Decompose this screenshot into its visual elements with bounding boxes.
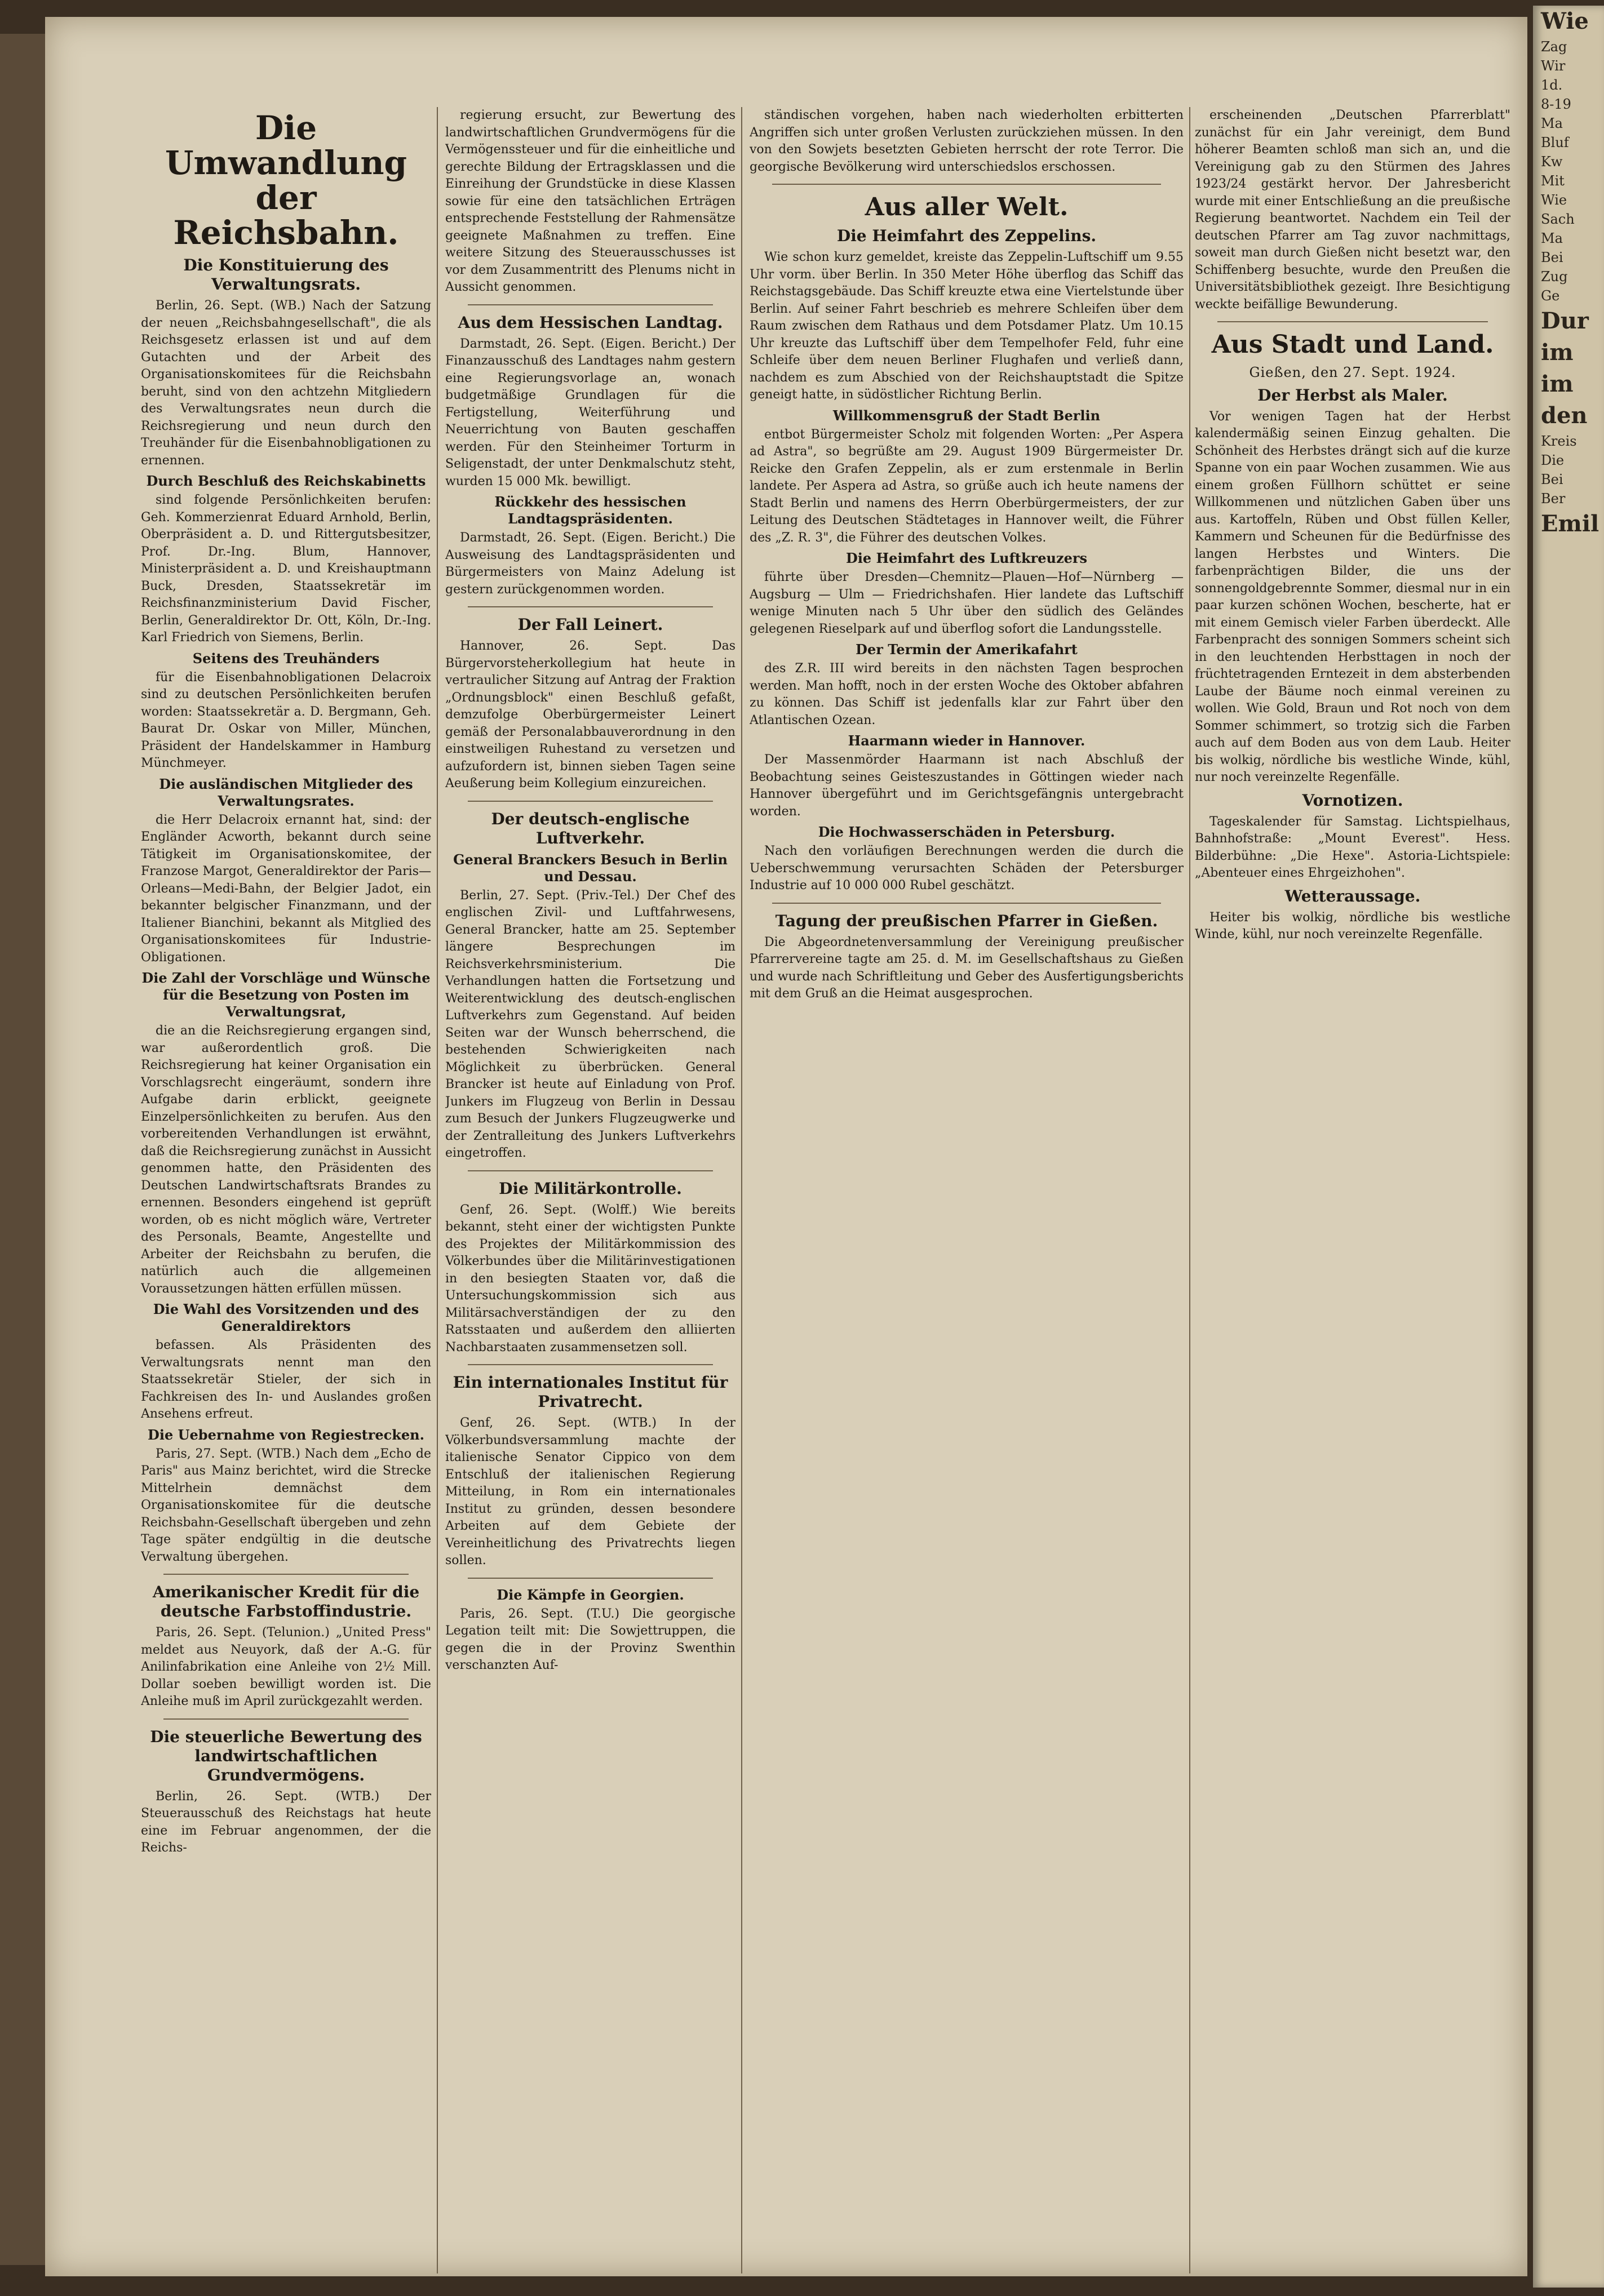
column-2 [445,107,735,2273]
column-1 [141,107,431,2273]
subhead: Willkommensgruß der Stadt Berlin [832,407,1101,424]
fragment: Bluf [1541,135,1569,150]
subhead: Seitens des Treuhänders [192,650,380,667]
headline-aus-stadt-und-land: Aus Stadt und Land. [1211,330,1494,359]
divider [468,1578,713,1579]
headline: Tagung der preußischen Pfarrer in Gießen. [775,911,1158,930]
article-text: Hannover, 26. Sept. Das Bürgervorsteherkollegium hat heute in vertraulicher Sitzung auf Antrag der Fraktion „Ordnungsblock" einen Beschluß gefaßt, demzufolge Oberbürgermeister Leinert gemäß der Personalabbauverordnung in den einstweiligen Ruhestand zu versetzen und aufzufordern ist, binnen sieben Tagen seine Aeußerung beim Kollegium einzureichen. [445,639,735,791]
article-text: Genf, 26. Sept. (WTB.) In der Völkerbundsversammlung machte der italienische Senator Cippico von dem Entschluß der italienischen Regierung Mitteilung, in Rom ein internationales Institut zu gründen, dessen besondere Arbeiten auf dem Gebiete der Vereinheitlichung des Privatrechts liegen sollen. [445,1416,735,1567]
fragment: 8-19 [1541,96,1571,112]
divider [468,606,713,607]
fragment: Ma [1541,230,1563,246]
column-4 [1195,107,1510,2273]
article-text: für die Eisenbahnobligationen Delacroix sind zu deutschen Persönlichkeiten berufen worden: Staatssekretär a. D. Bergmann, Geh. Baurat Dr. Oskar von Miller, München, Präsident der Handelskammer in Hamburg Münchmeyer. [141,670,431,770]
headline: Der Fall Leinert. [517,615,663,634]
fragment: Kreis [1541,433,1577,449]
fragment: 1d. [1541,77,1563,93]
fragment: Bei [1541,472,1563,487]
article-text: erscheinenden „Deutschen Pfarrerblatt" zunächst für ein Jahr vereinigt, dem Bund höherer Beamten schloß man sich an, und die Vereinigung gab zu den Stürmen des Jahres 1923/24 gestärkt hervor. Der Jahresbericht wurde mit einer Entschließung an die preußische Regierung beantwortet. Nachdem ein Teil der deutschen Pfarrer am Tag zuvor nachmittags, soweit man durch Gießen nicht besetzt war, den Schiffenberg besuchte, wurde den Preußen die Universitätsbibliothek gezeigt. Ihre Besichtigung weckte beifällige Bewunderung. [1195,108,1510,312]
column-3 [750,107,1184,2273]
fragment: Die [1541,452,1565,468]
headline: Der deutsch-englische Luftverkehr. [491,809,690,847]
fragment: Ma [1541,116,1563,131]
adjacent-page-right [1533,6,1604,2288]
fragment: Ber [1541,491,1566,507]
article-text: regierung ersucht, zur Bewertung des landwirtschaftlichen Grundvermögens für die Vermögenssteuer und für die einheitliche und gerechte Bildung der Ertragsklassen und die Einreihung der Grundstücke in diese Klassen sowie für eine den tatsächlichen Erträgen entsprechende Feststellung der Rahmensätze geeignete Maßnahmen zu treffen. Eine weitere Sitzung des Steuerausschusses ist vor dem Zusammentritt des Plenums nicht in Aussicht genommen. [445,108,735,294]
headline: Amerikanischer Kredit für die deutsche Farbstoffindustrie. [152,1583,420,1620]
article-text: Darmstadt, 26. Sept. (Eigen. Bericht.) Der Finanzausschuß des Landtages nahm gestern eine Regierungsvorlage an, wonach budgetmäßige Grundlagen für die Fertigstellung, Weiterführung und Neuerrichtung von Bauten geschaffen werden. Für den Steinheimer Torturm in Seligenstadt, der unter Denkmalschutz steht, wurden 15 000 Mk. bewilligt. [445,336,735,488]
article-text: Paris, 26. Sept. (T.U.) Die georgische Legation teilt mit: Die Sowjettruppen, die gegen die in der Provinz Swenthin verschanzten Auf- [445,1606,735,1672]
fragment: Zug [1541,269,1568,285]
article-text: Tageskalender für Samstag. Lichtspielhaus, Bahnhofstraße: „Mount Everest". Hess. Bilderbühne: „Die Hexe". Astoria-Lichtspiele: „Abenteuer eines Ehrgeizhohen". [1195,814,1510,880]
fragment: Kw [1541,154,1563,170]
adjacent-page-left [0,34,45,2265]
headline: Die Militärkontrolle. [499,1179,682,1198]
fragment: im [1541,339,1574,366]
divider [468,1170,713,1171]
fragment: Zag [1541,39,1567,55]
headline-aus-aller-welt: Aus aller Welt. [865,193,1069,221]
fragment: den [1541,402,1588,429]
article-text: ständischen vorgehen, haben nach wiederholten erbitterten Angriffen sich unter großen Verlusten zurückziehen müssen. In den von den Sowjets besetzten Gebieten herrscht der rote Terror. Die georgische Bevölkerung wird unterschiedslos erschossen. [750,108,1184,174]
fragment: Wir [1541,58,1566,74]
fragment: Bei [1541,250,1563,265]
divider [163,1718,409,1720]
subhead: Die Zahl der Vorschläge und Wünsche für die Besetzung von Posten im Verwaltungsrat, [141,970,431,1020]
headline: Aus dem Hessischen Landtag. [458,313,723,332]
column-rule [437,107,438,2273]
subhead: Rückkehr des hessischen Landtagspräsidenten. [494,494,686,527]
headline: Die Kämpfe in Georgien. [497,1586,684,1603]
column-rule [741,107,742,2273]
article-text: Genf, 26. Sept. (Wolff.) Wie bereits bekannt, steht einer der wichtigsten Punkte des Projektes der Militärkommission des Völkerbundes über die Militärinvestigationen in den besiegten Staaten vor, daß die Untersuchungskommission sich aus Militärsachverständigen der zu den Ratsstaaten und außerdem den alliierten Nachbarstaaten zusammensetzen soll. [445,1202,735,1354]
article-text: die Herr Delacroix ernannt hat, sind: der Engländer Acworth, bekannt durch seine Tätigkeit im Organisationskomitee, der Franzose Margot, Generaldirektor der Paris—Orleans—Medi-Bahn, der Belgier Jadot, ein bekannter belgischer Finanzmann, und der Italiener Bianchini, bekannt als Mitglied des Organisationskomitees für Industrie-Obligationen. [141,812,431,965]
subhead: Die Wahl des Vorsitzenden und des Generaldirektors [153,1301,419,1334]
divider [163,1574,409,1575]
article-text: Paris, 26. Sept. (Telunion.) „United Press" meldet aus Neuyork, daß der A.-G. für Anilinfabrikation eine Anleihe von 2½ Mill. Dollar soeben bewilligt worden ist. Die Anleihe muß im April zurückgezahlt werden. [141,1626,431,1708]
subhead: Durch Beschluß des Reichskabinetts [146,473,426,489]
article-text: Vor wenigen Tagen hat der Herbst kalendermäßig seinen Einzug gehalten. Die Schönheit des Herbstes drängt sich auf die kurze Spanne von ein paar Wochen zusammen. Wie aus einem großen Füllhorn schüttet er seine Willkommenen und nützlichen Gaben über uns aus. Kartoffeln, Rüben und Obst füllen Keller, Kammern und Scheunen für die Bedürfnisse des langen Herbstes und Winters. Die farbenprächtigen Bilder, die uns der sonnengoldgebrennte Sommer, diesmal nur in ein paar kurzen schönen Wochen, bescherte, hat er mit einem Gemisch vieler Farben überdeckt. Alle Farbenpracht des sonnigen Sommers scheint sich in den leuchtenden Herbsttagen in noch der früchtetragenden Erntezeit in dem absterbenden Laube der Bäume noch einmal vereinen zu wollen. Wie Gold, Braun und Rot noch von dem Sommer schimmert, so trotzig sich die Farben auch auf dem Boden aus von dem Laub. Heiter bis wolkig, nördliche bis westliche Winde, kühl, nur noch vereinzelte Regenfälle. [1195,409,1510,784]
subhead: Die ausländischen Mitglieder des Verwaltungsrates. [159,775,413,809]
subhead: Der Termin der Amerikafahrt [856,641,1078,658]
headline: Ein internationales Institut für Privatrecht. [453,1373,728,1411]
article-text: Heiter bis wolkig, nördliche bis westliche Winde, kühl, nur noch vereinzelte Regenfälle. [1195,910,1510,942]
subhead: Haarmann wieder in Hannover. [848,732,1085,749]
article-text: befassen. Als Präsidenten des Verwaltungsrats nennt man den Staatssekretär Stieler, der sich in Fachkreisen des In- und Auslandes großen Ansehens erfreut. [141,1338,431,1421]
article-text: Die Abgeordnetenversammlung der Vereinigung preußischer Pfarrervereine tagte am 25. d. M. im Gesellschaftshaus zu Gießen und wurde nach Schriftleitung und Geber des Ausfertigungsberichts mit dem Gruß an die Heimat ausgesprochen. [750,935,1184,1001]
dateline: Gießen, den 27. Sept. 1924. [1249,365,1456,380]
divider [468,801,713,802]
headline: Die Heimfahrt des Zeppelins. [836,227,1097,245]
subhead: Wetteraussage. [1284,886,1421,905]
headline-reichsbahn: Die Umwandlung der Reichsbahn. [165,109,407,252]
subhead: Die Konstituierung des Verwaltungsrats. [183,256,389,294]
fragment: Sach [1541,211,1575,227]
subhead: Die Heimfahrt des Luftkreuzers [845,550,1088,566]
subhead: General Branckers Besuch in Berlin und Dessau. [453,851,728,885]
fragment: im [1541,371,1574,397]
divider [772,184,1161,185]
fragment: Wie [1541,192,1567,208]
subhead: Vornotizen. [1302,791,1403,810]
article-text: entbot Bürgermeister Scholz mit folgenden Worten: „Per Aspera ad Astra", so begrüßte am 29. August 1909 Bürgermeister Dr. Reicke den Grafen Zeppelin, als er zum erstenmale in Berlin landete. Per Aspera ad Astra, so grüße auch ich heute namens der Stadt Berlin und namens des Herrn Oberbürgermeisters, der zur Leitung des Deutschen Städtetages in Hannover weilt, die Führer des „Z. R. 3", die Führer des deutschen Volkes. [750,427,1184,545]
article-text: sind folgende Persönlichkeiten berufen: Geh. Kommerzienrat Eduard Arnhold, Berlin, Oberpräsident a. D. und Rittergutsbesitzer, Prof. Dr.-Ing. Blum, Hannover, Ministerpräsident a. D. und Kreishauptmann Buck, Dresden, Staatssekretär im Reichsfinanzministerium David Fischer, Berlin, Generaldirektor Dr. Ott, Köln, Dr.-Ing. Karl Friedrich von Siemens, Berlin. [141,493,431,645]
divider [1217,321,1488,322]
subhead: Die Uebernahme von Regiestrecken. [148,1426,424,1443]
fragment: Wie [1541,8,1589,34]
subhead: Die Hochwasserschäden in Petersburg. [818,824,1115,840]
article-text: Der Massenmörder Haarmann ist nach Abschluß der Beobachtung seines Geisteszustandes in Göttingen wieder nach Hannover übergeführt und im Gerichtsgefängnis untergebracht worden. [750,753,1184,819]
divider [468,304,713,305]
article-text: des Z.R. III wird bereits in den nächsten Tagen besprochen werden. Man hofft, noch in der ersten Woche des Oktober abfahren zu können. Das Schiff ist jedenfalls klar zur Fahrt über den Atlantischen Ozean. [750,661,1184,727]
article-text: führte über Dresden—Chemnitz—Plauen—Hof—Nürnberg — Augsburg — Ulm — Friedrichshafen. Hier landete das Luftschiff wenige Minuten nach 5 Uhr über den südlich des Geländes gelegenen Rieselpark auf und überflog sofort die Landungsstelle. [750,570,1184,636]
fragment: Emil [1541,510,1599,537]
article-text: die an die Reichsregierung ergangen sind, war außerordentlich groß. Die Reichsregierung hat keiner Organisation ein Vorschlagsrecht eingeräumt, sondern ihre Aufgabe darin erblickt, geeignete Einzelpersönlichkeiten zu berufen. Aus den vorbereitenden Verhandlungen ist erwähnt, daß die Reichsregierung zunächst in Aussicht genommen hatte, den Präsidenten des Deutschen Landwirtschaftsrats Brandes zu ernennen. Besonders eingehend ist geprüft worden, ob es nicht möglich wäre, Vertreter des Personals, Beamte, Angestellte und Arbeiter der Reichsbahn zu berufen, die natürlich auch die allgemeinen Voraussetzungen hätten erfüllen müssen. [141,1024,431,1296]
headline: Die steuerliche Bewertung des landwirtschaftlichen Grundvermögens. [150,1727,422,1784]
fragment: Ge [1541,288,1560,304]
fragment: Dur [1541,308,1589,334]
article-text: Berlin, 27. Sept. (Priv.-Tel.) Der Chef des englischen Zivil- und Luftfahrwesens, General Brancker, hatte am 25. September längere Besprechungen im Reichsverkehrsministerium. Die Verhandlungen hatten die Fortsetzung und Weiterentwicklung des deutsch-englischen Luftverkehrs zum Gegenstand. Auf beiden Seiten war der Wunsch beherrschend, die bestehenden Schwierigkeiten nach Möglichkeit zu überbrücken. General Brancker ist heute auf Einladung von Prof. Junkers im Flugzeug von Berlin in Dessau zum Besuch der Junkers Flugzeugwerke und der Zentralleitung des Junkers Luftverkehrs eingetroffen. [445,888,735,1160]
article-text: Berlin, 26. Sept. (WTB.) Der Steuerausschuß des Reichstags hat heute eine im Februar angenommen, der die Reichs- [141,1789,431,1855]
divider [772,903,1161,904]
article-text: Wie schon kurz gemeldet, kreiste das Zeppelin-Luftschiff um 9.55 Uhr vorm. über Berlin. In 350 Meter Höhe überflog das Schiff das Reichstagsgebäude. Das Schiff kreuzte etwa eine Viertelstunde über Berlin. Auf seiner Fahrt beschrieb es mehrere Schleifen über dem Raum zwischen dem Rathaus und dem Potsdamer Platz. Um 10.15 Uhr kreuzte das Luftschiff über dem Tempelhofer Feld, fuhr eine Schleife über dem neuen Berliner Flughafen und verließ dann, nachdem es zum Abschied von der Reichshauptstadt die Spitze geneigt hatte, in südöstlicher Richtung Berlin. [750,250,1184,402]
article-text: Berlin, 26. Sept. (WB.) Nach der Satzung der neuen „Reichsbahngesellschaft", die als Reichsgesetz erlassen ist und auf dem Gutachten und der Arbeit des Organisationskomitees für die Reichsbahn beruht, sind von den achtzehn Mitgliedern des Verwaltungsrates neun durch die Reichsregierung und neun durch den Treuhänder für die Eisenbahnobligationen zu ernennen. [141,299,431,468]
article-text: Darmstadt, 26. Sept. (Eigen. Bericht.) Die Ausweisung des Landtagspräsidenten und Bürgermeisters von Mainz Adelung ist gestern zurückgenommen worden. [445,531,735,597]
fragment: Mit [1541,173,1565,189]
subhead: Der Herbst als Maler. [1257,385,1448,405]
article-text: Paris, 27. Sept. (WTB.) Nach dem „Echo de Paris" aus Mainz berichtet, wird die Strecke Mittelrhein demnächst dem Organisationskomitee für die deutsche Reichsbahn-Gesellschaft übergeben und zehn Tage später endgültig in die deutsche Verwaltung übergehen. [141,1446,431,1564]
column-rule [1189,107,1190,2273]
article-text: Nach den vorläufigen Berechnungen werden die durch die Ueberschwemmung verursachten Schäden der Petersburger Industrie auf 10 000 000 Rubel geschätzt. [750,844,1184,892]
divider [468,1364,713,1365]
